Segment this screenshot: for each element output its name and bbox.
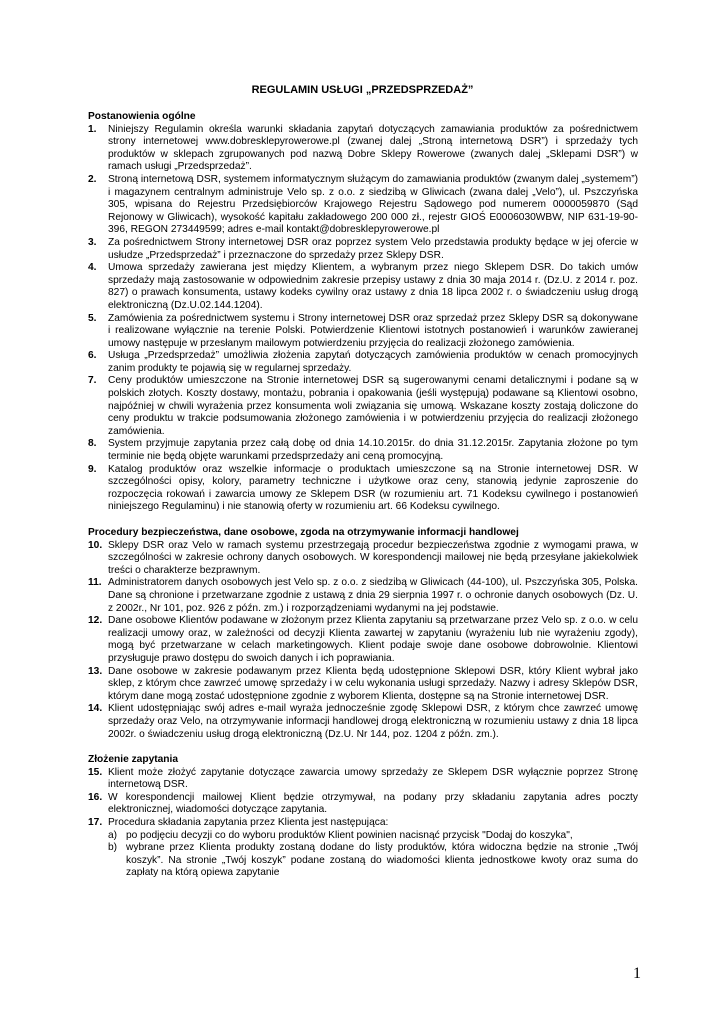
item-number: 2. (88, 173, 97, 185)
list-item (88, 817, 638, 830)
list-item (88, 262, 638, 312)
item-number: 11. (88, 577, 102, 589)
item-text: System przyjmuje zapytania przez całą dobę od dnia 14.10.2015r. do dnia 31.12.2015r. Zapytania złożone po tym terminie nie będą objęte warunkami przedsprzedaży ani ceną promocyjną. (108, 438, 638, 463)
list-item (88, 350, 638, 375)
list-item (88, 615, 638, 665)
list-item (88, 792, 638, 817)
item-number: 6. (88, 350, 97, 362)
sub-item-text: wybrane przez Klienta produkty zostaną dodane do listy produktów, która widoczna będzie na stronie „Twój koszyk”. Na stronie „Twój koszyk” podane zostaną do wiadomości klienta jednostkowe kwoty oraz suma do zapłaty na którą opiewa zapytanie (126, 842, 638, 879)
item-text: Klient może złożyć zapytanie dotyczące zawarcia umowy sprzedaży ze Sklepem DSR wyłącznie poprzez Stronę internetową DSR. (108, 766, 638, 791)
sub-item-label: b) (108, 842, 118, 854)
item-text: Niniejszy Regulamin określa warunki składania zapytań dotyczących zamawiania produktów za pośrednictwem strony internetowej www.dobresklepyrowerowe.pl (zwanej dalej „Stroną internetową DSR”) i sprzedaży tych produktów w sklepach zgrupowanych pod nazwą Dobre Sklepy Rowerowe (zwanych dalej „Sklepami DSR”) w ramach usługi „Przedsprzedaż”. (108, 123, 638, 173)
item-number: 14. (88, 703, 103, 715)
item-text: Umowa sprzedaży zawierana jest między Klientem, a wybranym przez niego Sklepem DSR. Do takich umów sprzedaży mają zastosowanie w odpowiednim zakresie przepisy ustawy z dnia 30 maja 2014 r. (Dz.U. z 2014 r. poz. 827) o prawach konsumenta, ustawy kodeks cywilny oraz ustawy z dnia 18 lipca 2002 r. o świadczeniu usług drogą elektroniczną (Dz.U.02.144.1204). (108, 262, 638, 311)
list-item (88, 313, 638, 351)
item-text: W korespondencji mailowej Klient będzie otrzymywał, na podany przy składaniu zapytania adres poczty elektronicznej, wiadomości dotyczące zapytania. (108, 791, 638, 816)
list-item (88, 174, 638, 237)
list-item (88, 577, 638, 615)
item-number: 8. (88, 438, 97, 450)
list-item (88, 540, 638, 578)
item-text: Katalog produktów oraz wszelkie informacje o produktach umieszczone są na Stronie internetowej DSR. W szczególności opisy, kolory, parametry techniczne i użytkowe oraz ceny, stanowią jedynie zaproszenie do rozpoczęcia rokowań i zawarcia umowy ze Sklepem DSR (w rozumieniu art. 71 Kodeksu cywilnego i postanowień niniejszego Regulaminu) i nie stanowią oferty w rozumieniu art. 66 Kodeksu cywilnego. (108, 463, 638, 513)
document-body (88, 111, 638, 880)
item-text: Sklepy DSR oraz Velo w ramach systemu przestrzegają procedur bezpieczeństwa zgodnie z wymogami prawa, w szczególności w zakresie ochrony danych osobowych. W korespondencji mailowej nie będą przesyłane jakiekolwiek treści o charakterze bezprawnym. (108, 539, 638, 576)
item-number: 10. (88, 539, 103, 551)
item-number: 3. (88, 236, 97, 248)
item-text: Ceny produktów umieszczone na Stronie internetowej DSR są sugerowanymi cenami detalicznymi i podane są w polskich złotych. Koszty dostawy, montażu, pobrania i opakowania (jeśli występują) podawane są Klientowi osobno, najpóźniej w chwili wyrażenia przez konsumenta woli związania się umową. Wskazane koszty zostają doliczone do ceny produktu w trakcie podsumowania złożonego zamówienia i w potwierdzeniu przyjęcia do realizacji złożonego zamówienia. (108, 375, 638, 437)
page-number: 1 (633, 965, 641, 982)
page-title: REGULAMIN USŁUGI „PRZEDSPRZEDAŻ” (251, 84, 474, 96)
item-number: 12. (88, 615, 103, 627)
list-item (88, 124, 638, 174)
item-number: 9. (88, 463, 97, 475)
item-text: Zamówienia za pośrednictwem systemu i Strony internetowej DSR oraz sprzedaż przez Sklepy DSR są dokonywane i realizowane wyłącznie na terenie Polski. Potwierdzenie Klientowi istotnych postanowień i warunków zawieranej umowy następuje w przesłanym mailowym potwierdzeniu przyjęcia do realizacji złożonego zamówienia. (108, 312, 638, 349)
list-item (88, 438, 638, 463)
item-text: Klient udostępniając swój adres e-mail wyraża jednocześnie zgodę Sklepowi DSR, z którym chce zawrzeć umowę sprzedaży oraz Velo, na otrzymywanie informacji handlowej drogą elektroniczną w rozumieniu ustawy z dnia 18 lipca 2002r. o świadczeniu usług drogą elektroniczną (Dz.U. Nr 144, poz. 1204 z późn. zm.). (108, 703, 638, 740)
item-text: Usługa „Przedsprzedaż” umożliwia złożenia zapytań dotyczących zamówienia produktów w cenach promocyjnych zanim produkty te pojawią się w regularnej sprzedaży. (108, 350, 638, 374)
section-heading-security: Procedury bezpieczeństwa, dane osobowe, zgoda na otrzymywanie informacji handlowej (88, 527, 519, 538)
sub-list-item (108, 830, 638, 843)
list-item (88, 767, 638, 792)
item-number: 5. (88, 312, 97, 324)
list-item (88, 375, 638, 438)
item-number: 7. (88, 375, 97, 387)
item-text: Stroną internetową DSR, systemem informatycznym służącym do zamawiania produktów (zwanym dalej „systemem”) i magazynem centralnym administruje Velo sp. z o.o. z siedzibą w Gliwicach (zwana dalej „Velo”), ul. Pszczyńska 305, wpisana do Rejestru Przedsiębiorców Krajowego Rejestru Sądowego pod numerem 0000059870 (Sąd Rejonowy w Gliwicach), wysokość kapitału zakładowego 200 000 zł., rejestr GIOŚ E0006030WBW, NIP 631-19-90-396, REGON 273449599; adres e-mail kontakt@dobresklepyrowerowe.pl (108, 173, 638, 236)
list-item (88, 464, 638, 514)
item-number: 16. (88, 791, 103, 803)
item-number: 1. (88, 123, 97, 135)
list-item (88, 237, 638, 262)
section-heading-inquiry: Złożenie zapytania (88, 754, 179, 766)
item-number: 15. (88, 766, 103, 778)
item-number: 4. (88, 262, 97, 274)
sub-item-label: a) (108, 829, 118, 841)
list-item (88, 703, 638, 741)
section-heading-general: Postanowienia ogólne (88, 111, 196, 122)
item-text: Dane osobowe Klientów podawane w złożonym przez Klienta zapytaniu są przetwarzane przez Velo sp. z o.o. w celu realizacji umowy oraz, w zależności od decyzji Klienta zawartej w zapytaniu (wyrażeniu lub nie wyrażeniu zgody), mogą być przetwarzane w celach marketingowych. Klient podaje swoje dane osobowe dobrowolnie. Klientowi przysługuje prawo dostępu do swoich danych i ich poprawiania. (108, 615, 638, 664)
sub-item-text: po podjęciu decyzji co do wyboru produktów Klient powinien nacisnąć przycisk "Dodaj do koszyka", (126, 829, 573, 841)
item-text: Procedura składania zapytania przez Klienta jest następująca: (108, 817, 389, 829)
item-text: Dane osobowe w zakresie podawanym przez Klienta będą udostępnione Sklepowi DSR, który Klient wybrał jako sklep, z którym chce zawrzeć umowę sprzedaży i w celu wykonania usługi sprzedaży. Nazwy i adresy Sklepów DSR, którym dane mogą zostać udostępnione zgodnie z wyborem Klienta, dostępne są na Stronie internetowej DSR. (108, 665, 638, 702)
sub-list-item (108, 842, 638, 880)
list-item (88, 666, 638, 704)
item-text: Administratorem danych osobowych jest Velo sp. z o.o. z siedzibą w Gliwicach (44-100), ul. Pszczyńska 305, Polska. Dane są chronione i przetwarzane zgodnie z ustawą z dnia 29 sierpnia 1997 r. o ochronie danych osobowych (Dz. U. z 2002r., Nr 101, poz. 926 z późn. zm.) i rozporządzeniami wydanymi na jej podstawie. (108, 577, 638, 614)
item-number: 13. (88, 665, 103, 677)
item-text: Za pośrednictwem Strony internetowej DSR oraz poprzez system Velo przedstawia produkty będące w jej ofercie w usłudze „Przedsprzedaż” i przeznaczone do sprzedaży przez Sklepy DSR. (108, 236, 638, 261)
item-number: 17. (88, 817, 103, 829)
